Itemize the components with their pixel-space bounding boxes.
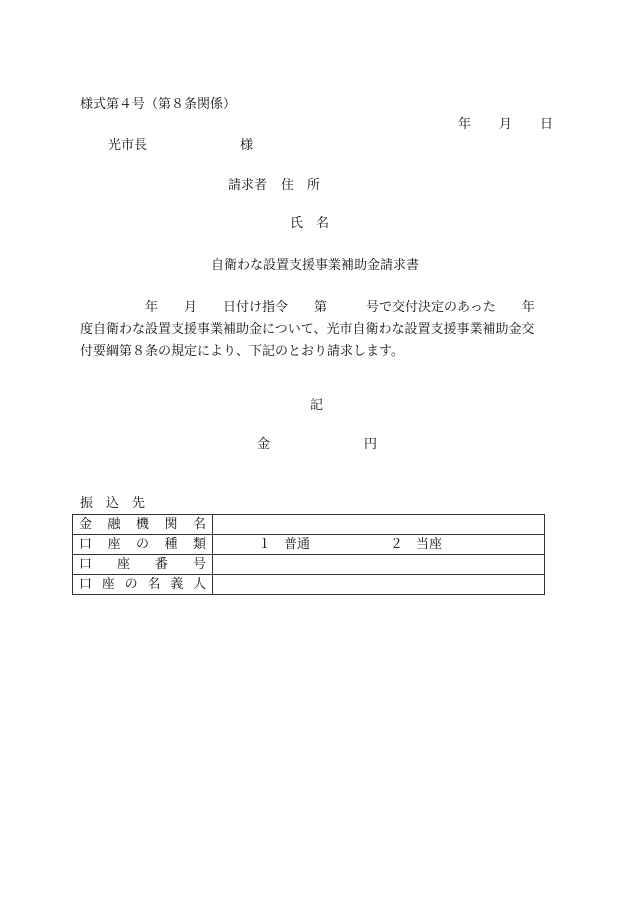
- document-title: 自衛わな設置支援事業補助金請求書: [210, 258, 419, 273]
- account-type-value[interactable]: [213, 535, 545, 555]
- claimant-label: 請求者: [228, 178, 268, 193]
- amount-label: 金: [257, 437, 271, 452]
- ki-heading: 記: [310, 398, 324, 413]
- body-line-2: 度自衛わな設置支援事業補助金について、光市自衛わな設置支援事業補助金交: [80, 322, 535, 337]
- label-char: 人: [192, 577, 206, 592]
- label-char: 種: [164, 537, 178, 552]
- body-line-1: 年 月 日付け指令 第 号で交付決定のあった 年: [80, 300, 535, 315]
- label-char: 口: [79, 537, 93, 552]
- account-holder-label: [73, 575, 213, 595]
- account-holder-value[interactable]: [213, 575, 545, 595]
- bank-name-label: [73, 515, 213, 535]
- table-row: [73, 555, 545, 575]
- claimant-address: [228, 179, 320, 192]
- body-line-3: 付要綱第８条の規定により、下記のとおり請求します。: [80, 344, 404, 359]
- label-char: 機: [135, 517, 149, 532]
- bank-table: [72, 514, 545, 595]
- date-month: 月: [499, 117, 513, 132]
- addressee-honorific: 様: [240, 138, 254, 153]
- label-char: 号: [192, 557, 206, 572]
- label-char: 口: [79, 577, 93, 592]
- label-char: 類: [192, 537, 206, 552]
- transfer-heading: 振 込 先: [80, 496, 146, 511]
- date-year: 年: [458, 117, 472, 132]
- label-char: の: [135, 537, 149, 552]
- claimant-name-label: 氏 名: [290, 216, 330, 231]
- form-number: 様式第４号（第８条関係）: [80, 97, 237, 112]
- table-row: [73, 515, 545, 535]
- label-char: 口: [79, 557, 93, 572]
- label-char: 名: [147, 577, 161, 592]
- account-number-label: [73, 555, 213, 575]
- spread-label: [79, 575, 206, 594]
- label-char: 融: [107, 517, 121, 532]
- label-char: 関: [164, 517, 178, 532]
- account-number-value[interactable]: [213, 555, 545, 575]
- label-char: 座: [101, 577, 115, 592]
- label-char: 座: [107, 537, 121, 552]
- spread-label: [79, 535, 206, 554]
- spread-label: [79, 515, 206, 534]
- label-char: 義: [170, 577, 184, 592]
- label-char: の: [124, 577, 138, 592]
- account-type-option-2[interactable]: ２ 当座: [390, 537, 443, 552]
- account-type-label: [73, 535, 213, 555]
- account-type-option-1[interactable]: １ 普通: [258, 537, 311, 552]
- bank-name-value[interactable]: [213, 515, 545, 535]
- date-line: [458, 118, 553, 131]
- date-day: 日: [540, 117, 554, 132]
- table-row: [73, 535, 545, 555]
- label-char: 座: [116, 557, 130, 572]
- addressee-name: 光市長: [108, 138, 148, 153]
- address-label: 住 所: [281, 178, 321, 193]
- label-char: 金: [79, 517, 93, 532]
- label-char: 番: [154, 557, 168, 572]
- amount-unit: 円: [364, 437, 378, 452]
- table-row: [73, 575, 545, 595]
- label-char: 名: [192, 517, 206, 532]
- spread-label: [79, 555, 206, 574]
- body-text: [80, 297, 550, 363]
